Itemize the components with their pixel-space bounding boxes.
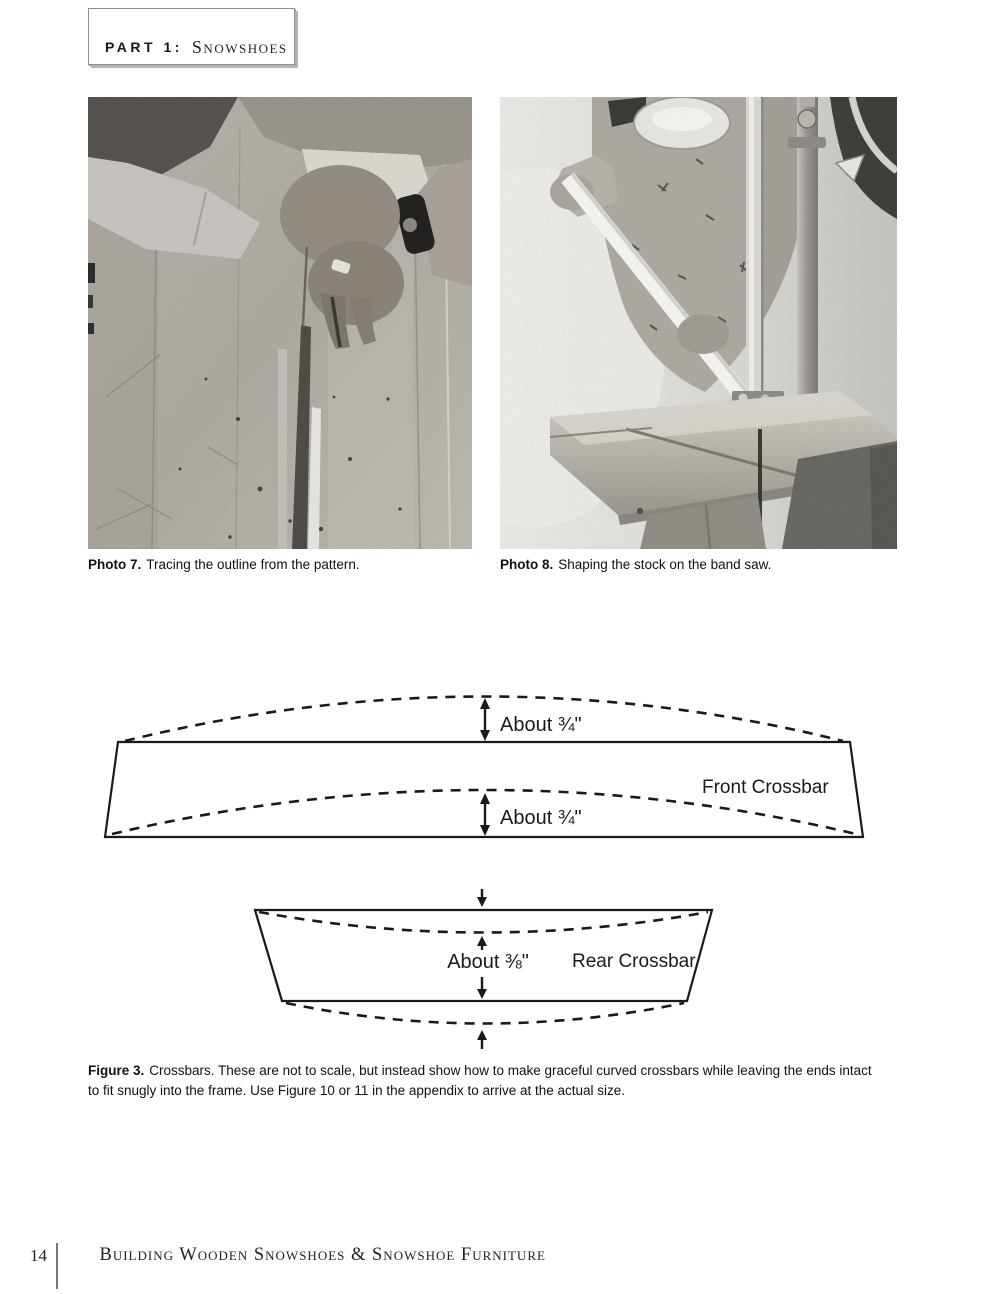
photo-8-band-saw	[500, 97, 897, 549]
photo-8-caption-label: Photo 8.	[500, 557, 554, 572]
photo-7-caption	[88, 557, 488, 572]
rear-crossbar-shape	[255, 889, 712, 1049]
part-label: PART 1:	[105, 39, 183, 55]
front-crossbar-label: Front Crossbar	[702, 777, 829, 798]
book-title: Building Wooden Snowshoes & Snowshoe Furniture	[99, 1245, 546, 1265]
photo-7-caption-label: Photo 7.	[88, 557, 142, 572]
front-top-measure-label: About ¾"	[500, 714, 582, 736]
part-title: Snowshoes	[191, 37, 288, 57]
photo-7-caption-text: Tracing the outline from the pattern.	[146, 557, 360, 572]
front-bottom-measure-label: About ¾"	[500, 807, 582, 829]
photo-8-caption	[500, 557, 900, 572]
photo-7-image	[88, 97, 472, 549]
front-bottom-measure-arrow	[480, 793, 490, 836]
part-header-box	[88, 8, 295, 65]
front-crossbar-shape	[105, 697, 863, 838]
photo-8-image	[500, 97, 897, 549]
rear-measure-label: About ⅜"	[447, 951, 529, 973]
photo-7-tracing-outline	[88, 97, 472, 549]
page-footer	[30, 1243, 546, 1289]
figure-3-caption-text: Crossbars. These are not to scale, but instead show how to make graceful curved crossbars while leaving the ends intact to fit snugly into the frame. Use Figure 10 or 11 in the appendix to arrive at the actual size.	[88, 1063, 872, 1098]
photo-8-caption-text: Shaping the stock on the band saw.	[558, 557, 772, 572]
page-number: 14	[30, 1246, 47, 1265]
figure-3-caption	[88, 1061, 880, 1101]
front-top-measure-arrow	[480, 698, 490, 741]
rear-crossbar-label: Rear Crossbar	[572, 951, 696, 972]
figure-3-caption-label: Figure 3.	[88, 1063, 145, 1078]
figure-3-crossbars-diagram	[0, 680, 1000, 1055]
footer-divider	[56, 1243, 58, 1289]
